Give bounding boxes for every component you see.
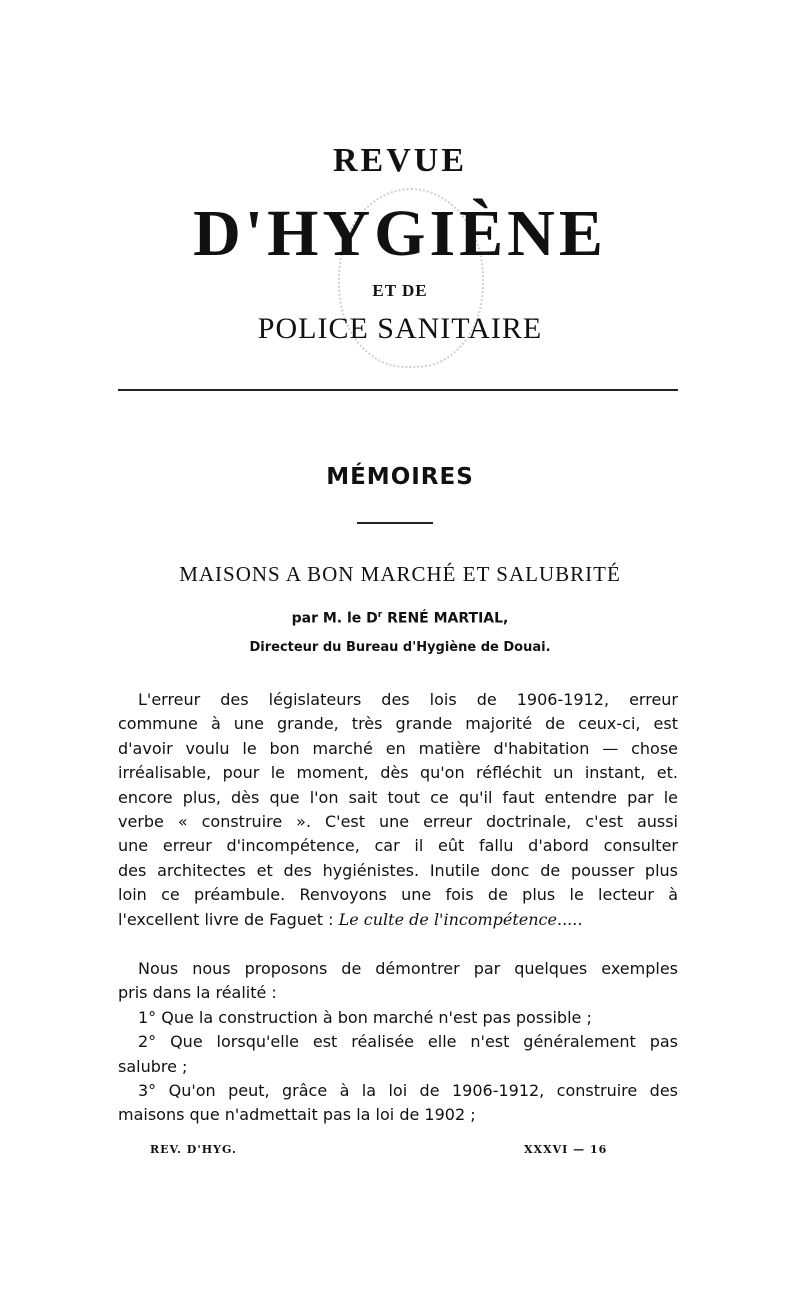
byline-prefix: par M. le D — [291, 610, 378, 627]
journal-title-revue: REVUE — [332, 142, 468, 179]
paragraph-1-line: loin ce préambule. Renvoyons une fois de plus le lecteur à — [118, 885, 678, 905]
footer-journal-abbrev: REV. D'HYG. — [150, 1143, 237, 1156]
list-item-3-cont: maisons que n'admettait pas la loi de 1902 ; — [118, 1105, 476, 1125]
article-title: MAISONS A BON MARCHÉ ET SALUBRITÉ — [179, 562, 621, 586]
journal-title-police-sanitaire: POLICE SANITAIRE — [257, 312, 543, 345]
byline — [0, 610, 800, 627]
paragraph-1-last-prefix: l'excellent livre de Faguet : — [118, 909, 339, 929]
paragraph-1-line: une erreur d'incompétence, car il eût fallu d'abord consulter — [118, 836, 678, 856]
section-heading: MÉMOIRES — [326, 464, 474, 490]
author-affiliation: Directeur du Bureau d'Hygiène de Douai. — [249, 640, 551, 655]
paragraph-1-line: irréalisable, pour le moment, dès qu'on réfléchit un instant, et. — [118, 763, 678, 783]
paragraph-2-line: pris dans la réalité : — [118, 983, 277, 1003]
list-item-2-cont: salubre ; — [118, 1056, 188, 1076]
paragraph-1-line: des architectes et des hygiénistes. Inutile donc de pousser plus — [118, 860, 678, 880]
list-item-2: 2° Que lorsqu'elle est réalisée elle n'est généralement pas — [138, 1032, 678, 1052]
paragraph-1-line: encore plus, dès que l'on sait tout ce qu'il faut entendre par le — [118, 787, 678, 807]
footer-signature-mark: XXXVI — 16 — [524, 1143, 608, 1156]
paragraph-1-line: commune à une grande, très grande majorité de ceux-ci, est — [118, 714, 678, 734]
paragraph-2 — [118, 957, 678, 1128]
journal-title-hygiene: D'HYGIÈNE — [193, 197, 607, 270]
paragraph-2-line: Nous nous proposons de démontrer par quelques exemples — [138, 959, 678, 978]
byline-sup: r — [377, 610, 383, 620]
header-divider — [118, 389, 678, 391]
paragraph-1-line: L'erreur des législateurs des lois de 1906-1912, erreur — [138, 690, 678, 709]
list-item-1: 1° Que la construction à bon marché n'est pas possible ; — [138, 1007, 592, 1027]
paragraph-1-line: d'avoir voulu le bon marché en matière d'habitation — chose — [118, 738, 678, 758]
section-divider — [357, 522, 433, 524]
byline-author: RENÉ MARTIAL, — [387, 610, 509, 627]
paragraph-1-last-line — [118, 908, 678, 932]
list-item-3: 3° Qu'on peut, grâce à la loi de 1906-1912, construire des — [138, 1081, 678, 1101]
paragraph-1 — [118, 688, 678, 932]
paragraph-1-line: verbe « construire ». C'est une erreur doctrinale, c'est aussi — [118, 812, 678, 832]
book-title: Le culte de l'incompétence..... — [338, 909, 583, 929]
journal-title-et-de: ET DE — [372, 281, 428, 300]
